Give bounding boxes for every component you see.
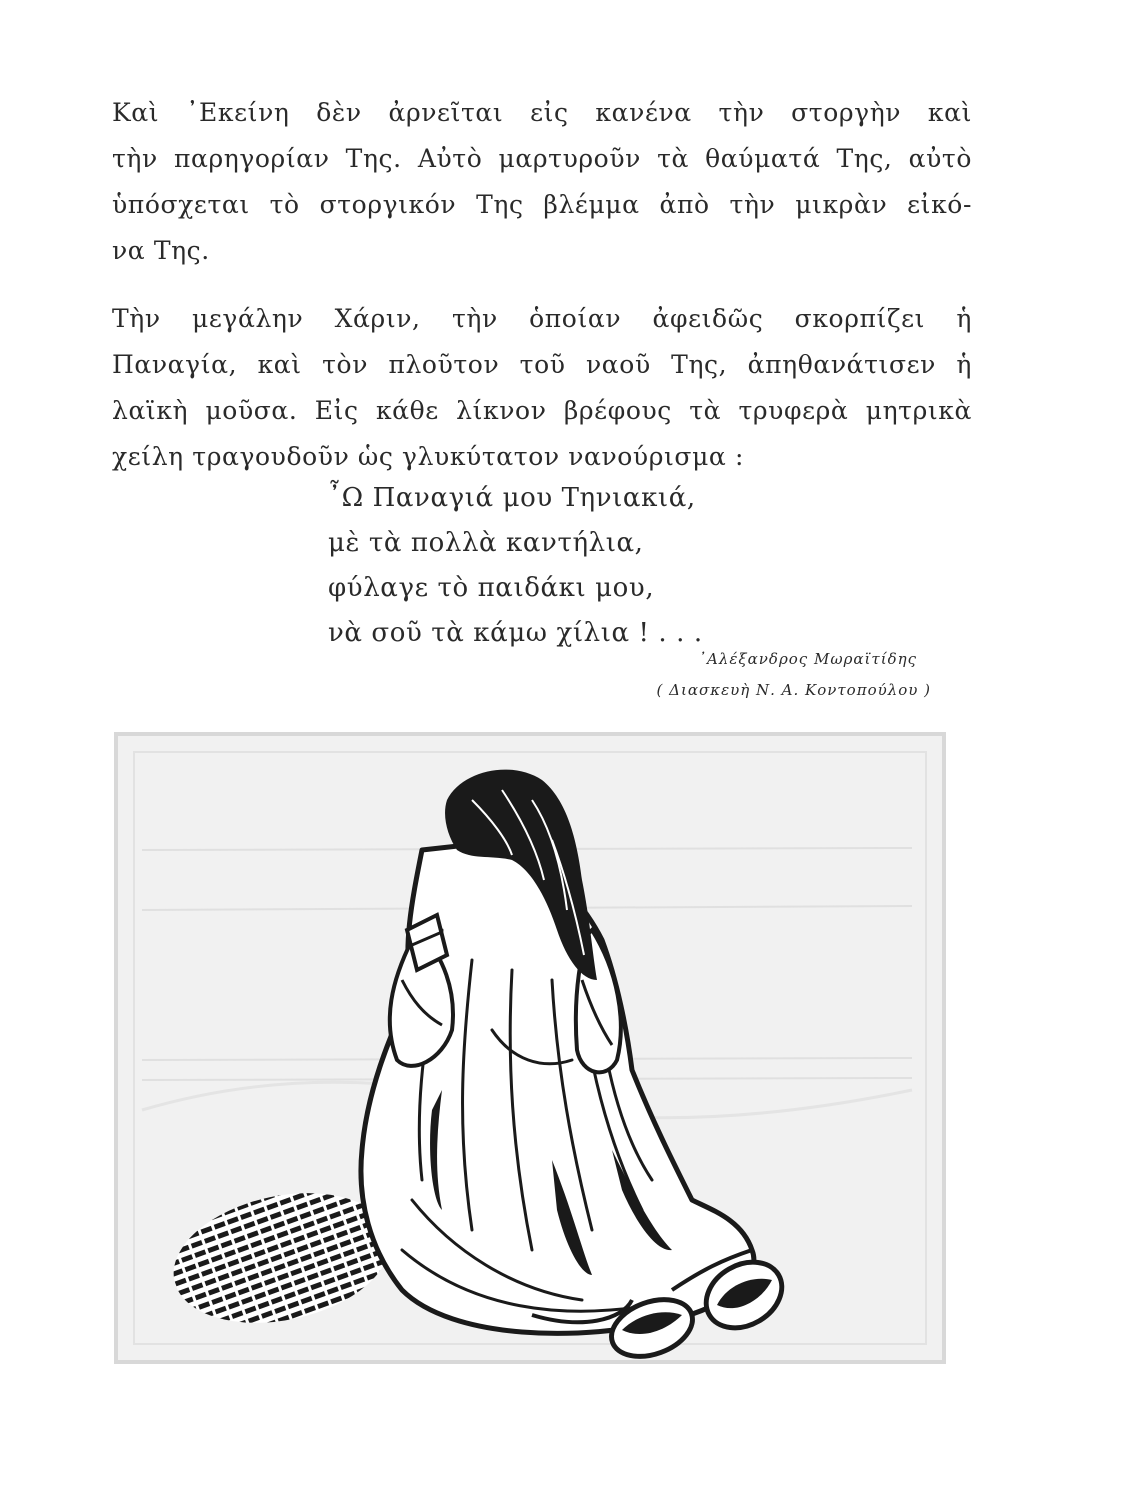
poem-line: φύλαγε τὸ παιδάκι μου, — [328, 573, 655, 603]
paragraph-line: να Της. — [112, 236, 210, 265]
paragraph-line: τὴν παρηγορίαν Της. Αὐτὸ μαρτυροῦν τὰ θαύματά Της, αὐτὸ — [112, 144, 972, 173]
poem-adaptation-credit: ( Διασκευὴ Ν. Α. Κοντοπούλου ) — [656, 681, 931, 699]
kneeling-woman-illustration — [112, 730, 948, 1366]
poem-line: ῏Ω Παναγιά μου Τηνιακιά, — [328, 483, 696, 513]
paragraph-line: ὑπόσχεται τὸ στοργικόν Της βλέμμα ἀπὸ τὴν μικρὰν εἰκό- — [112, 190, 972, 219]
paragraph-line: χείλη τραγουδοῦν ὡς γλυκύτατον νανούρισμα : — [112, 442, 744, 471]
poem-author: ᾽Αλέξανδρος Μωραϊτίδης — [698, 650, 917, 668]
poem-line: νὰ σοῦ τὰ κάμω χίλια ! . . . — [328, 618, 703, 648]
paragraph-line: Καὶ ᾽Εκείνη δὲν ἀρνεῖται εἰς κανένα τὴν στοργὴν καὶ — [112, 98, 972, 127]
paragraph-1 — [112, 90, 972, 274]
paragraph-line: λαϊκὴ μοῦσα. Εἰς κάθε λίκνον βρέφους τὰ τρυφερὰ μητρικὰ — [112, 396, 972, 425]
paragraph-line: Παναγία, καὶ τὸν πλοῦτον τοῦ ναοῦ Της, ἀπηθανάτισεν ἡ — [112, 350, 972, 379]
lullaby-poem — [328, 476, 703, 656]
paragraph-line: Τὴν μεγάλην Χάριν, τὴν ὁποίαν ἀφειδῶς σκορπίζει ἡ — [112, 304, 972, 333]
paragraph-2 — [112, 296, 972, 480]
poem-line: μὲ τὰ πολλὰ καντήλια, — [328, 528, 644, 558]
